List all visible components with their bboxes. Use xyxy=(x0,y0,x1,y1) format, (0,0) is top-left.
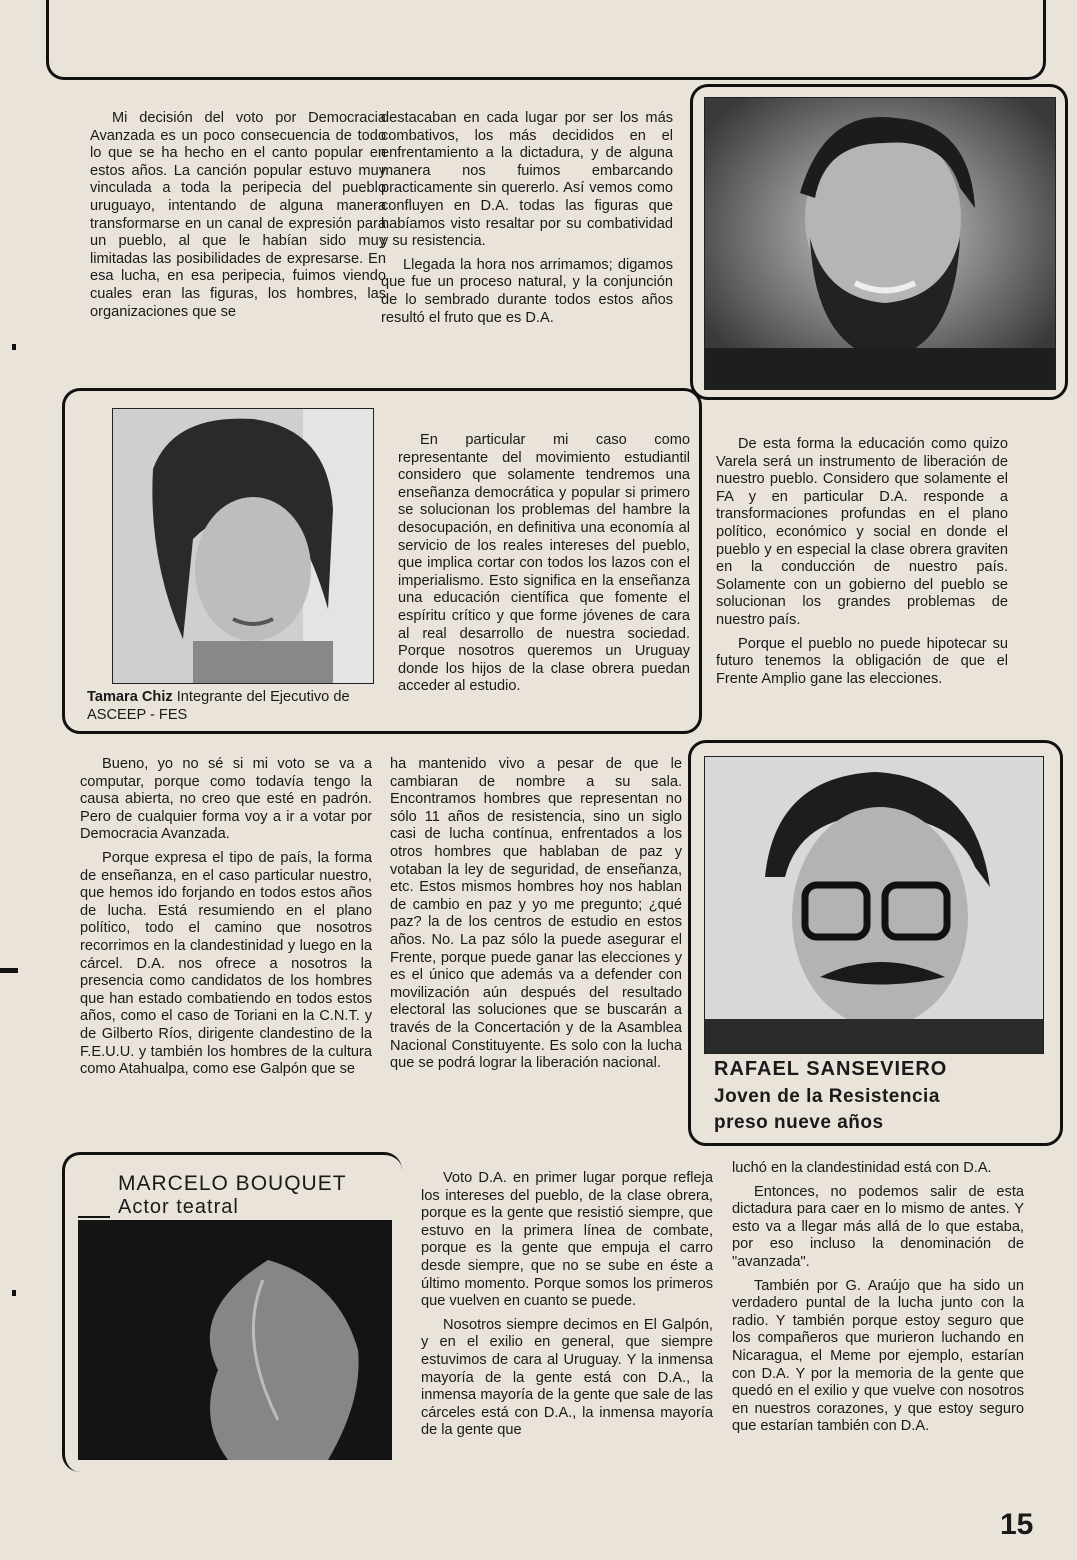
top-col2-paragraph-2: Llegada la hora nos arrimamos; digamos que fue un proceso natural, y la conjunción de lo sembrado durante todos estos años resultó el fruto que es D.A. xyxy=(381,256,673,326)
marcelo-subtitle: Actor teatral xyxy=(118,1196,239,1218)
rafael-col2-paragraph: ha mantenido vivo a pesar de que le cambiaran de nombre a su sala. Encontramos hombres que representan no sólo 11 años de resistencia, sino un siglo casi de lucha contínua, enfrentados a los otros hombres que hablaban de paz y votaban la ley de seguridad, de enseñanza, etc. Estos mismos hombres hoy nos hablan de cambio en paz y yo me pregunto; ¿qué paz? la de los centros de estudio en estos años. No. La paz sólo la puede asegurar el Frente, porque puede ganar las elecciones y es el único que además va a defender con movilización aún después del resultado electoral las soluciones que se buscarán a través de la Concertación y de la Asamblea Nacional Constituyente. Es solo con la lucha que se podrá lograr la liberación nacional. xyxy=(390,756,682,1072)
margin-mark-2 xyxy=(0,968,18,973)
tamara-caption-name: Tamara Chiz xyxy=(87,689,173,705)
rafael-column-1 xyxy=(80,756,372,1085)
photo-rafael xyxy=(704,756,1044,1054)
rafael-subtitle-2: preso nueve años xyxy=(714,1112,884,1133)
photo-marcelo xyxy=(78,1220,392,1460)
tamara-caption-role: Integrante del Ejecutivo de ASCEEP - FES xyxy=(87,689,350,723)
marcelo-name: MARCELO BOUQUET xyxy=(118,1172,347,1195)
page-number: 15 xyxy=(1000,1508,1034,1541)
rafael-column-2 xyxy=(390,756,682,1079)
rafael-col1-paragraph-2: Porque expresa el tipo de país, la forma de enseñanza, en el caso particular nuestro, que hemos ido forjando en todos estos años de lucha. Está resumiendo en el plano político, todo el camino que nosotros recorrimos en la clandestinidad y luego en la cárcel. D.A. nos ofrece a nosotros la presencia como candidatos de los hombres que han estado combatiendo en todos estos años, como el caso de Toriani en la C.N.T. y de Gilberto Ríos, dirigente clandestino de la F.E.U.U. y también los hombres de la cultura como Atahualpa, como ese Galpón que se xyxy=(80,849,372,1078)
tamara-caption xyxy=(87,689,387,724)
portrait-marcelo-image xyxy=(78,1220,392,1460)
marcelo-col2-paragraph-3: También por G. Araújo que ha sido un verdadero puntal de la lucha junto con la radio. Y también porque estoy seguro que los compañeros que murieron luchando en Nicaragua, el Meme por ejemplo, estarían con D.A. Y por la memoria de la gente que quedó en el exilio y que vuelve con nosotros en nuestros corazones, y que estoy seguro que estarían también con D.A. xyxy=(732,1277,1024,1435)
marcelo-col2-paragraph-2: Entonces, no podemos salir de esta dictadura para caer en lo mismo de antes. Y esto va a llegar más allá de lo que estaba, por eso incluso la denominación de "avanzada". xyxy=(732,1183,1024,1270)
portrait-tamara-image xyxy=(113,409,374,684)
top-frame xyxy=(46,0,1046,80)
rafael-col1-paragraph-1: Bueno, yo no sé si mi voto se va a computar, porque como todavía tengo la causa abierta, no creo que esté en padrón. Pero de cualquier forma voy a ir a votar por Democracia Avanzada. xyxy=(80,756,372,843)
top-col1-paragraph: Mi decisión del voto por Democracia Avanzada es un poco consecuencia de todo lo que se ha hecho en el canto popular en estos años. La canción popular estuvo muy vinculada a toda la peripecia del pueblo uruguayo, intentando de alguna manera transformarse en un canal de expresión para un pueblo, al que le habían sido muy limitadas las posibilidades de expresarse. En esa lucha, en esa peripecia, fuimos viendo cuales eran las figuras, los hombres, las organizaciones que se xyxy=(90,110,386,320)
marcelo-column-1 xyxy=(421,1170,713,1446)
marcelo-column-2 xyxy=(732,1160,1024,1442)
tamara-col1-paragraph: En particular mi caso como representante del movimiento estudiantil considero que solamente tendremos una enseñanza democrática y popular si primero se solucionan los problemas del hambre la desocupación, en definitiva una economía al servicio de los reales intereses del pueblo, que implica cortar con todos los lazos con el imperialismo. Esto significa en la enseñanza una educación científica que fomente el espíritu crítico y que forme jóvenes de cara al real desarrollo de nuestra sociedad. Porque nosotros queremos un Uruguay donde los hijos de la clase obrera puedan acceder al estudio. xyxy=(398,432,690,695)
margin-mark-3 xyxy=(12,1290,16,1296)
portrait-singer-image xyxy=(705,98,1056,390)
margin-mark-1 xyxy=(12,344,16,350)
top-column-1 xyxy=(90,110,386,327)
rafael-name: RAFAEL SANSEVIERO xyxy=(714,1058,948,1080)
rafael-subtitle-1: Joven de la Resistencia xyxy=(714,1086,940,1107)
marcelo-col1-paragraph-1: Voto D.A. en primer lugar porque refleja los intereses del pueblo, de la clase obrera, porque es la gente que resistió siempre, que estuvo en la primera línea de combate, porque es la gente que empuja el carro desde siempre, que no se sube en éste a último momento. Porque somos los primeros que vuelven en cuanto se puede. xyxy=(421,1170,713,1310)
tamara-col2-paragraph-2: Porque el pueblo no puede hipotecar su futuro tenemos la obligación de que el Frente Amplio gane las elecciones. xyxy=(716,635,1008,687)
marcelo-underline xyxy=(78,1216,110,1218)
tamara-column-1 xyxy=(398,432,690,702)
tamara-col2-paragraph-1: De esta forma la educación como quizo Varela será un instrumento de liberación de nuestro pueblo. Considero que solamente el FA y en particular D.A. responde a transformaciones profundas en el plano político, económico y social en donde el pueblo y en especial la clase obrera graviten en la conducción de nuestro país. Solamente con un gobierno del pueblo se solucionan los grandes problemas de nuestro país. xyxy=(716,436,1008,628)
portrait-rafael-image xyxy=(705,757,1044,1054)
marcelo-col1-paragraph-2: Nosotros siempre decimos en El Galpón, y en el exilio en general, que siempre estuvimos de cara al Uruguay. Y la inmensa mayoría de la gente está con D.A., la inmensa mayoría de la gente que sale de las cárceles está con D.A., la inmensa mayoría de la gente que xyxy=(421,1316,713,1439)
photo-singer xyxy=(704,97,1056,390)
photo-tamara xyxy=(112,408,374,684)
top-col2-paragraph-1: destacaban en cada lugar por ser los más combativos, los más decididos en el enfrentamiento a la dictadura, y de alguna manera nos fuimos embarcando practicamente sin quererlo. Así vemos como confluyen en D.A. todas las figuras que habíamos visto resaltar por su combatividad y su resistencia. xyxy=(381,110,673,250)
tamara-column-2 xyxy=(716,436,1008,694)
marcelo-col2-paragraph-1: luchó en la clandestinidad está con D.A. xyxy=(732,1160,992,1176)
top-column-2 xyxy=(381,110,673,333)
